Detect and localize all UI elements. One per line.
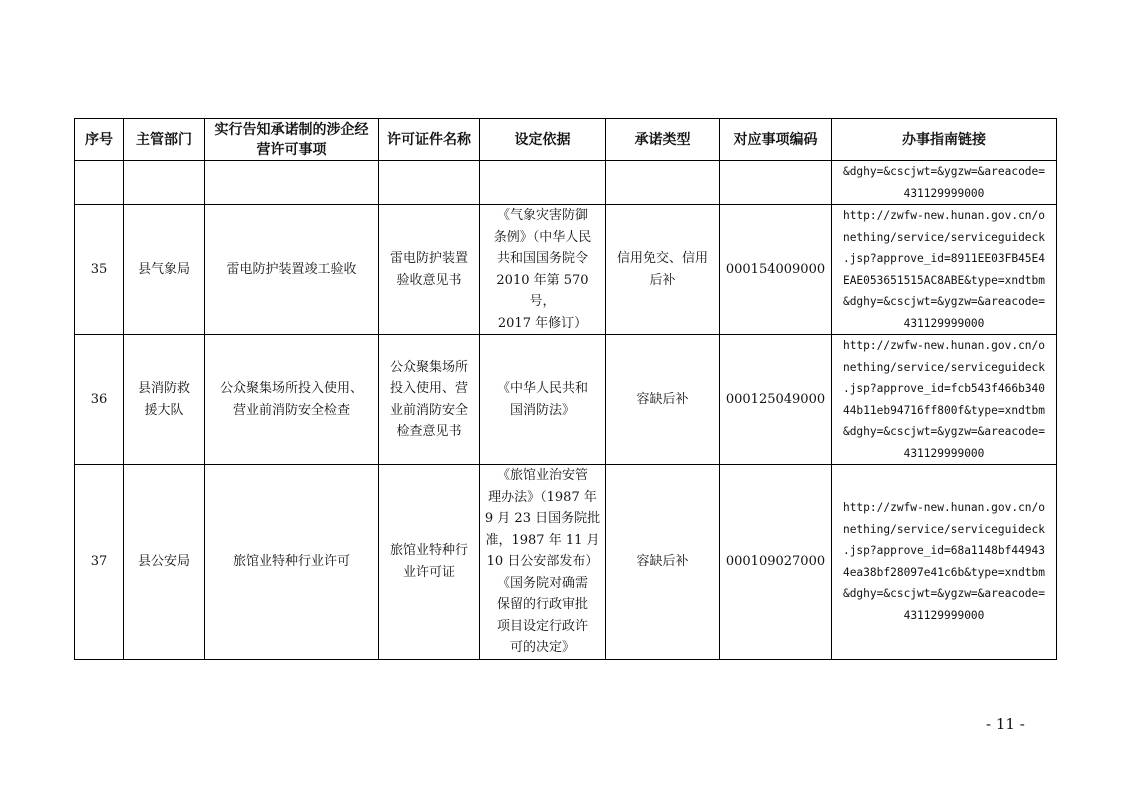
cell-code xyxy=(720,161,832,205)
cell-no: 35 xyxy=(75,205,124,335)
cell-cert xyxy=(379,465,480,660)
link-line[interactable]: http://zwfw-new.hunan.gov.cn/o xyxy=(842,209,1046,222)
cell-dept xyxy=(124,161,205,205)
basis-line: 共和国国务院令 xyxy=(496,251,588,266)
cell-item: 旅馆业特种行业许可 xyxy=(205,465,379,660)
header-promise-type: 承诺类型 xyxy=(606,119,720,161)
dept-line: 县气象局 xyxy=(137,261,190,277)
header-cert: 许可证件名称 xyxy=(379,119,480,161)
table-header-row xyxy=(75,119,1057,161)
cell-promise-type xyxy=(606,205,720,335)
cell-no: 37 xyxy=(75,465,124,660)
item-line: 公众聚集场所投入使用、 xyxy=(219,381,363,396)
basis-line: 理办法》（1987 年 xyxy=(488,489,597,505)
cert-line: 公众聚集场所 xyxy=(389,359,468,375)
link-line[interactable]: .jsp?approve_id=fcb543f466b340 xyxy=(842,382,1046,395)
cell-cert xyxy=(379,205,480,335)
header-item: 实行告知承诺制的涉企经营许可事项 xyxy=(205,119,379,161)
dept-line: 援大队 xyxy=(144,402,184,418)
permit-table xyxy=(74,118,1057,660)
link-line[interactable]: nething/service/serviceguideck xyxy=(842,360,1046,374)
link-line[interactable]: http://zwfw-new.hunan.gov.cn/o xyxy=(842,339,1046,352)
basis-line: 10 日公安部发布） xyxy=(486,554,599,569)
cell-basis xyxy=(480,161,606,205)
basis-line: 保留的行政审批 xyxy=(496,597,588,612)
cell-basis xyxy=(480,205,606,335)
cell-no: 36 xyxy=(75,335,124,465)
dept-line: 县消防救 xyxy=(137,381,190,396)
dept-line: 县公安局 xyxy=(137,554,190,569)
header-dept: 主管部门 xyxy=(124,119,205,161)
link-line[interactable]: 44b11eb94716ff800f&type=xndtbm xyxy=(842,403,1046,417)
cell-code: 000125049000 xyxy=(720,335,832,465)
link-line[interactable]: 431129999000 xyxy=(903,608,985,622)
ptype-line: 容缺后补 xyxy=(636,554,689,569)
cell-cert xyxy=(379,161,480,205)
cell-promise-type xyxy=(606,335,720,465)
cell-link[interactable] xyxy=(832,161,1057,205)
link-line[interactable]: &dghy=&cscjwt=&ygzw=&areacode= xyxy=(842,587,1046,601)
cell-link[interactable] xyxy=(832,465,1057,660)
cell-dept xyxy=(124,465,205,660)
header-no: 序号 xyxy=(75,119,124,161)
item-line: 营业前消防安全检查 xyxy=(232,402,350,418)
cell-item xyxy=(205,335,379,465)
link-line[interactable]: .jsp?approve_id=68a1148bf44943 xyxy=(842,544,1046,558)
cell-cert xyxy=(379,335,480,465)
cert-line: 雷电防护装置 xyxy=(389,251,468,266)
link-line[interactable]: 431129999000 xyxy=(903,186,985,200)
basis-line: 《旅馆业治安管 xyxy=(496,468,588,483)
header-link: 办事指南链接 xyxy=(832,119,1057,161)
cert-line: 业前消防安全 xyxy=(389,402,468,418)
link-line[interactable]: EAE053651515AC8ABE&type=xndtbm xyxy=(842,273,1046,287)
cert-line: 业许可证 xyxy=(402,564,455,580)
cert-line: 验收意见书 xyxy=(396,272,462,288)
cert-line: 检查意见书 xyxy=(396,424,462,439)
cell-basis xyxy=(480,335,606,465)
header-basis: 设定依据 xyxy=(480,119,606,161)
basis-line: 条例》（中华人民 xyxy=(493,229,592,245)
link-line[interactable]: http://zwfw-new.hunan.gov.cn/o xyxy=(842,501,1046,515)
basis-line: 可的决定》 xyxy=(509,640,575,655)
basis-line: 《国务院对确需 xyxy=(496,575,588,591)
link-line[interactable]: &dghy=&cscjwt=&ygzw=&areacode= xyxy=(842,425,1046,438)
cert-line: 旅馆业特种行 xyxy=(389,543,468,559)
cell-link[interactable] xyxy=(832,335,1057,465)
cell-item: 雷电防护装置竣工验收 xyxy=(205,205,379,335)
table-row xyxy=(75,205,1057,335)
cell-promise-type xyxy=(606,465,720,660)
cert-line: 投入使用、营 xyxy=(389,381,468,396)
basis-line: 国消防法》 xyxy=(509,402,575,418)
header-code: 对应事项编码 xyxy=(720,119,832,161)
ptype-line: 信用免交、信用 xyxy=(616,251,708,266)
cell-promise-type xyxy=(606,161,720,205)
basis-line: 《气象灾害防御 xyxy=(496,208,588,223)
link-line[interactable]: 431129999000 xyxy=(903,446,985,460)
cell-code: 000109027000 xyxy=(720,465,832,660)
link-line[interactable]: nething/service/serviceguideck xyxy=(842,522,1046,536)
basis-line: 《中华人民共和 xyxy=(496,381,588,396)
cell-dept xyxy=(124,335,205,465)
cell-basis xyxy=(480,465,606,660)
table-row-continued xyxy=(75,161,1057,205)
cell-no xyxy=(75,161,124,205)
ptype-line: 容缺后补 xyxy=(636,391,689,407)
link-line[interactable]: &dghy=&cscjwt=&ygzw=&areacode= xyxy=(842,295,1046,308)
link-line[interactable]: 4ea38bf28097e41c6b&type=xndtbm xyxy=(842,565,1046,579)
cell-item xyxy=(205,161,379,205)
basis-line: 9 月 23 日国务院批 xyxy=(484,511,601,526)
basis-line: 2010 年第 570 号， xyxy=(496,272,589,309)
basis-line: 2017 年修订） xyxy=(497,315,588,331)
page-number: - 11 - xyxy=(986,715,1025,733)
table-row xyxy=(75,335,1057,465)
link-line[interactable]: 431129999000 xyxy=(903,316,985,330)
basis-line: 准，1987 年 11 月 xyxy=(485,532,600,548)
ptype-line: 后补 xyxy=(649,272,676,288)
cell-dept xyxy=(124,205,205,335)
link-line[interactable]: .jsp?approve_id=8911EE03FB45E4 xyxy=(842,252,1046,265)
cell-code: 000154009000 xyxy=(720,205,832,335)
link-line[interactable]: nething/service/serviceguideck xyxy=(842,230,1046,244)
table-row xyxy=(75,465,1057,660)
basis-line: 项目设定行政许 xyxy=(496,618,588,634)
link-line[interactable]: &dghy=&cscjwt=&ygzw=&areacode= xyxy=(842,165,1046,178)
cell-link[interactable] xyxy=(832,205,1057,335)
